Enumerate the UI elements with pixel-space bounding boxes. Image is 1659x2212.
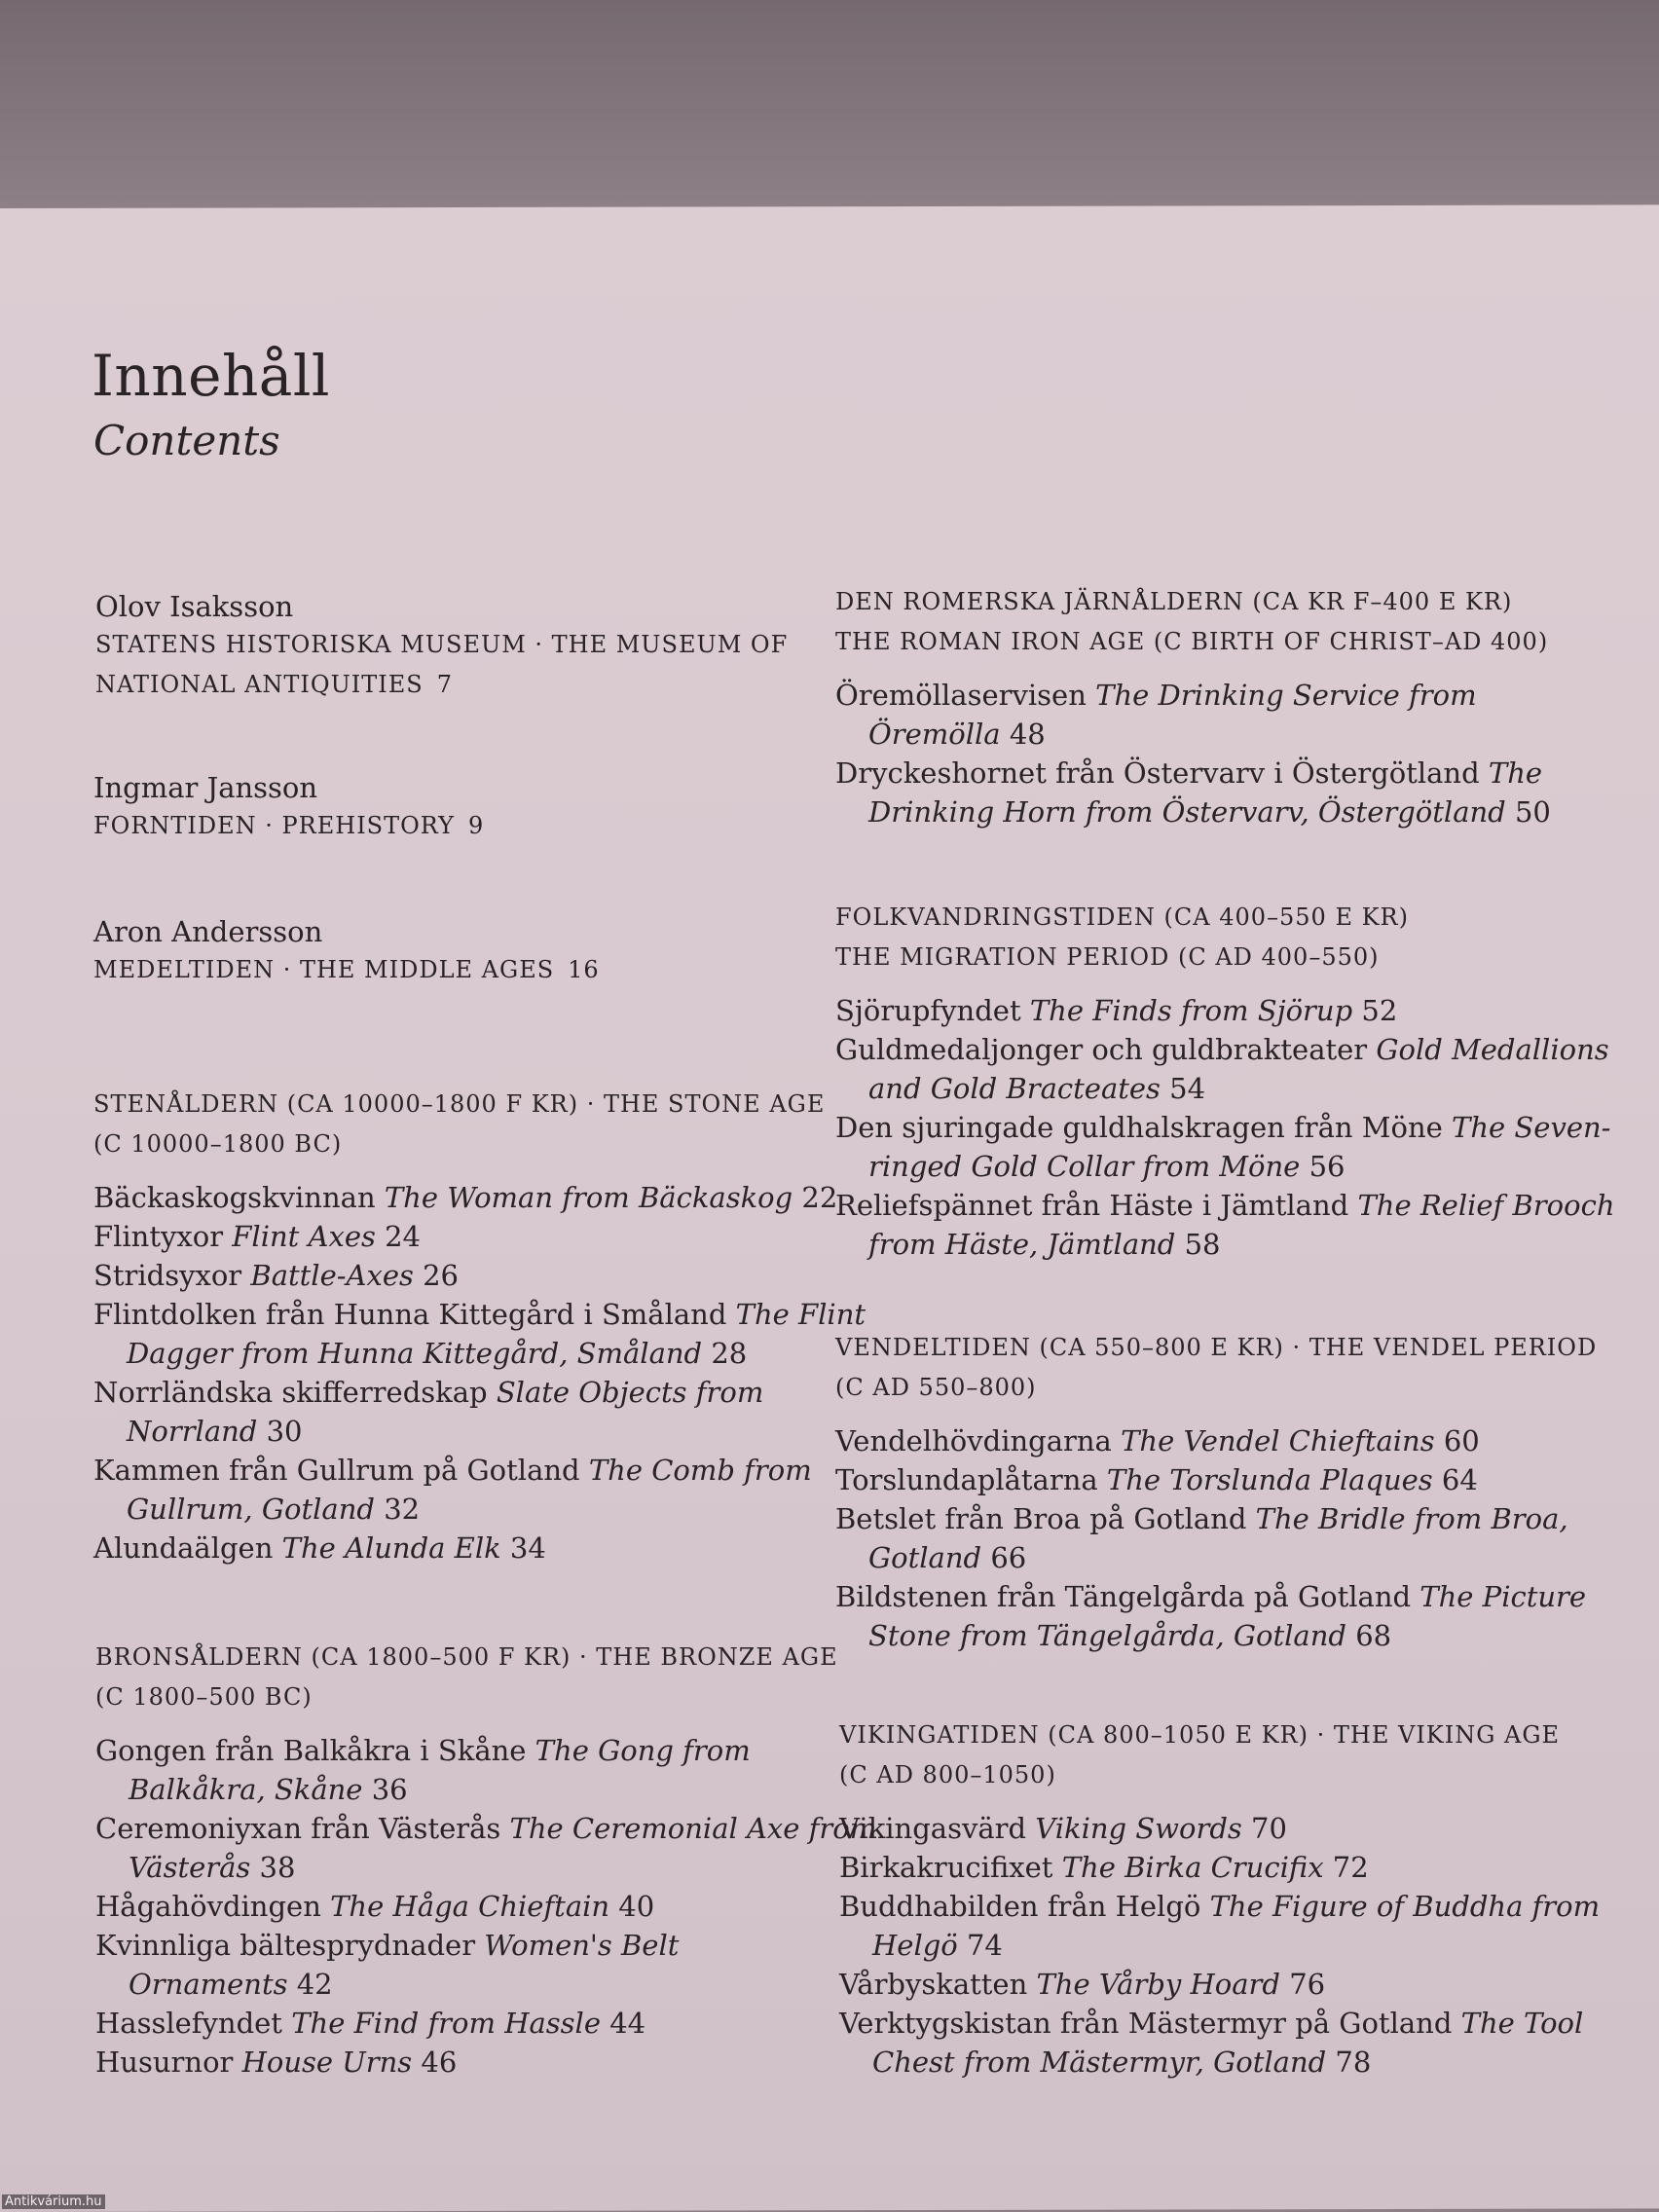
list-item: Sjörupfyndet The Finds from Sjörup 52 [835, 994, 1398, 1027]
list-item: Hågahövdingen The Håga Chieftain 40 [95, 1890, 655, 1923]
list-item: Norrländska skifferredskap Slate Objects from Norrland 30 [93, 1376, 764, 1448]
list-item: Reliefspännet från Häste i Jämtland The Relief Brooch from Häste, Jämtland 58 [835, 1189, 1615, 1261]
list-item: Torslundaplåtarna The Torslunda Plaques 64 [835, 1463, 1478, 1496]
list-item: Vikingasvärd Viking Swords 70 [839, 1812, 1287, 1845]
list-item: Buddhabilden från Helgö The Figure of Buddha from Helgö 74 [839, 1890, 1601, 1962]
section-subheading: (C AD 800–1050) [839, 1761, 1056, 1788]
intro-andersson [93, 913, 600, 990]
list-item: Vårbyskatten The Vårby Hoard 76 [839, 1968, 1326, 2001]
list-item: Verktygskistan från Mästermyr på Gotland The Tool Chest from Mästermyr, Gotland 78 [839, 2007, 1584, 2079]
list-item: Guldmedaljonger och guldbrakteater Gold Medallions and Gold Bracteates 54 [835, 1033, 1609, 1105]
author-name: Aron Andersson [93, 915, 323, 948]
section-subheading: THE MIGRATION PERIOD (C AD 400–550) [835, 943, 1380, 971]
section-heading: BRONSÅLDERN (CA 1800–500 F KR) · THE BRONZE AGE [95, 1643, 838, 1671]
list-item: Flintdolken från Hunna Kittegård i Småland The Flint Dagger from Hunna Kittegård, Småland 28 [93, 1298, 866, 1370]
list-item: Alundaälgen The Alunda Elk 34 [93, 1531, 546, 1565]
section-heading: VENDELTIDEN (CA 550–800 E KR) · THE VENDEL PERIOD [835, 1334, 1598, 1361]
list-item: Stridsyxor Battle-Axes 26 [93, 1259, 460, 1292]
page-number: 16 [568, 956, 600, 983]
list-item: Kvinnliga bältesprydnader Women's Belt Ornaments 42 [95, 1929, 680, 2001]
list-item: Öremöllaservisen The Drinking Service from Öremölla 48 [835, 679, 1477, 751]
intro-isaksson [95, 588, 788, 705]
page-number: 7 [436, 671, 454, 698]
section-subheading: (C AD 550–800) [835, 1374, 1037, 1401]
section-subheading: (C 1800–500 BC) [95, 1683, 313, 1711]
list-item: Vendelhövdingarna The Vendel Chieftains 60 [835, 1424, 1480, 1457]
section-subheading: THE ROMAN IRON AGE (C BIRTH OF CHRIST–AD 400) [835, 628, 1549, 655]
section-heading: VIKINGATIDEN (CA 800–1050 E KR) · THE VIKING AGE [839, 1721, 1561, 1749]
page-title-swedish: Innehåll [92, 343, 330, 409]
section-heading: FOLKVANDRINGSTIDEN (CA 400–550 E KR) [835, 903, 1409, 931]
section-line: MEDELTIDEN · THE MIDDLE AGES 16 [93, 956, 600, 983]
list-item: Hasslefyndet The Find from Hassle 44 [95, 2007, 646, 2040]
background-top [0, 0, 1659, 224]
page-number: 9 [467, 812, 485, 839]
list-item: Kammen från Gullrum på Gotland The Comb from Gullrum, Gotland 32 [93, 1454, 812, 1526]
list-item: Bildstenen från Tängelgårda på Gotland The Picture Stone from Tängelgårda, Gotland 68 [835, 1580, 1587, 1652]
section-line: NATIONAL ANTIQUITIES 7 [95, 671, 454, 698]
section-viking-age [839, 1715, 1600, 2082]
list-item: Husurnor House Urns 46 [95, 2046, 458, 2079]
page-title-english: Contents [93, 417, 280, 464]
list-item: Flintyxor Flint Axes 24 [93, 1220, 421, 1253]
list-item: Dryckeshornet från Östervarv i Östergötland The Drinking Horn from Östervarv, Östergötland 50 [835, 756, 1551, 829]
section-stone-age [93, 1085, 866, 1567]
list-item: Birkakrucifixet The Birka Crucifix 72 [839, 1851, 1369, 1884]
list-item: Den sjuringade guldhalskragen från Möne The Seven- ringed Gold Collar from Möne 56 [835, 1111, 1611, 1183]
list-item: Betslet från Broa på Gotland The Bridle from Broa, Gotland 66 [835, 1502, 1568, 1574]
section-migration-period [835, 898, 1615, 1264]
list-item: Gongen från Balkåkra i Skåne The Gong from Balkåkra, Skåne 36 [95, 1734, 751, 1806]
section-heading: STENÅLDERN (CA 10000–1800 F KR) · THE STONE AGE [93, 1090, 826, 1118]
intro-jansson [93, 769, 484, 846]
section-subheading: (C 10000–1800 BC) [93, 1130, 343, 1158]
section-vendel-period [835, 1328, 1597, 1655]
author-name: Ingmar Jansson [93, 771, 318, 804]
section-bronze-age [95, 1638, 876, 2082]
section-line: FORNTIDEN · PREHISTORY 9 [93, 812, 485, 839]
section-heading: DEN ROMERSKA JÄRNÅLDERN (CA KR F–400 E KR) [835, 588, 1513, 615]
list-item: Ceremoniyxan från Västerås The Ceremonial Axe from Västerås 38 [95, 1812, 877, 1884]
list-item: Bäckaskogskvinnan The Woman from Bäckaskog 22 [93, 1181, 838, 1214]
section-line: STATENS HISTORISKA MUSEUM · THE MUSEUM OF [95, 631, 789, 658]
section-roman-iron-age [835, 582, 1551, 831]
author-name: Olov Isaksson [95, 590, 294, 623]
watermark: Antikvárium.hu [2, 2194, 105, 2209]
